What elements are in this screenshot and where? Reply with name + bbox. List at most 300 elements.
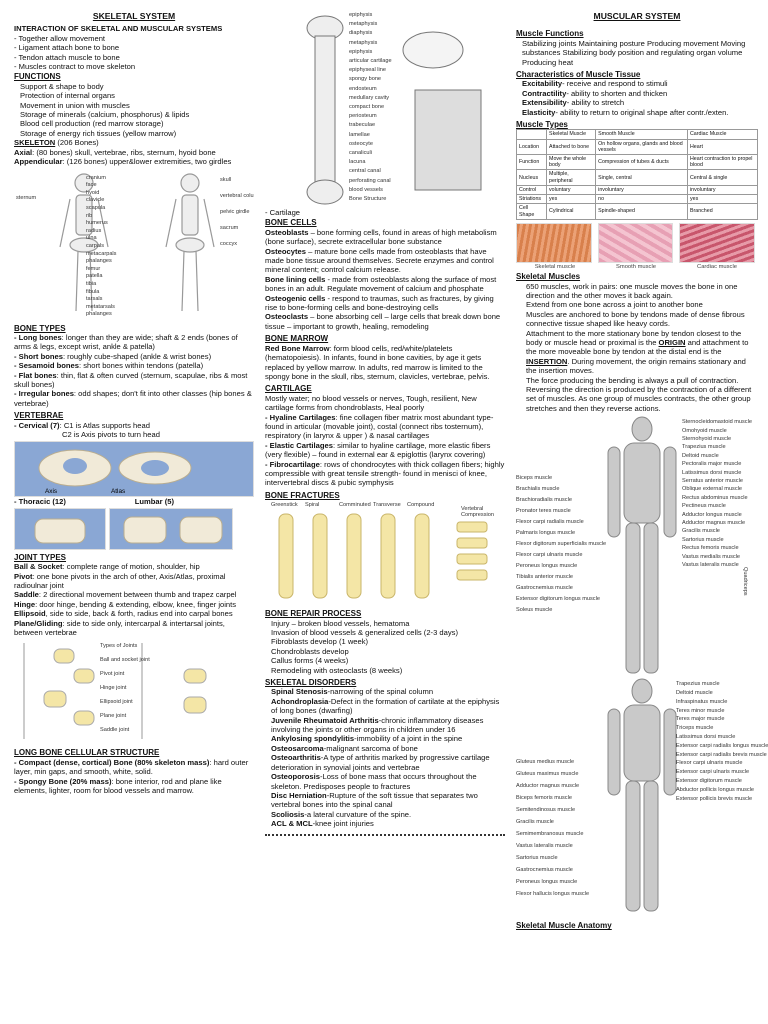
functions-list xyxy=(14,82,254,138)
bone-cell xyxy=(265,294,505,313)
table-cell: voluntary xyxy=(547,185,596,194)
bone-types-list xyxy=(14,333,254,408)
disorder xyxy=(271,716,505,735)
bone-figure-label: metaphysis xyxy=(349,21,378,28)
table-row xyxy=(517,195,758,204)
attachment-text-1: Attachment to the more stationary bone by tendon closest to the body or muscle head or proximal is the xyxy=(526,328,742,347)
skeleton-drawing xyxy=(14,169,254,321)
cartilage-type-text: : rows of chondrocytes with thick collagen fibers; highly compressible with great tensile strength- found in menisci of knee, intervertebral discs & pubic symphysis xyxy=(265,459,505,488)
cartilage-type-label: - Hyaline Cartilages xyxy=(265,412,336,422)
bone-cell-text: - respond to traumas, such as fractures, by giving rise to bone-forming cells and bone-destroying cells xyxy=(265,293,494,313)
front-muscle-label: Adductor longus muscle xyxy=(682,511,742,518)
back-muscle-label: Triceps muscle xyxy=(676,725,714,732)
interaction-list xyxy=(14,34,254,72)
bone-cell-text: – mature bone cells made from osteoblasts that have made bone tissue around themselves. Secrete enzymes and control mineral content; control calcium release. xyxy=(265,246,494,275)
function-item: Support & shape to body xyxy=(20,81,104,91)
skeleton-label: metacarpals xyxy=(86,250,117,257)
disorder-text: -Rupture of the soft tissue that separates two vertebral bones into the spinal canal xyxy=(271,790,478,810)
bone-type xyxy=(14,389,254,408)
repair-step: Fibroblasts develop (1 week) xyxy=(271,637,369,647)
thoracic-vertebra-image xyxy=(14,508,106,550)
bone-type-text: : longer than they are wide; shaft & 2 ends (bones of arms & legs, except wrist, ankle & patella) xyxy=(14,332,238,352)
front-muscle-label: Gracilis muscle xyxy=(682,528,720,535)
skeleton-count: (206 Bones) xyxy=(57,138,99,148)
interaction-line: - Together allow movement xyxy=(14,33,106,43)
characteristic-text: - ability to return to original shape after contr./exten. xyxy=(555,107,729,117)
back-muscle-label: Teres major muscle xyxy=(676,716,725,723)
skeleton-label: radius xyxy=(86,227,102,234)
disorder-label: Scoliosis xyxy=(271,809,305,819)
cervical-text: : C1 is Atlas supports head xyxy=(59,420,150,430)
bone-cell-label: Osteocytes xyxy=(265,246,306,256)
front-muscle-label: Flexor digitorum superficialis muscle xyxy=(516,541,607,548)
skeleton-label: hyoid xyxy=(86,189,100,196)
bone-figure-label: lacuna xyxy=(349,159,366,166)
disorder-label: Osteoarthritis xyxy=(271,753,321,763)
table-row xyxy=(517,185,758,194)
cartilage-type-text: : similar to hyaline cartilage, more elastic fibers (very flexible) – found in external ear & epiglottis (larynx covering) xyxy=(265,440,491,460)
thoracic-lumbar-figure xyxy=(14,508,254,550)
joint-figure-label: Hinge joint xyxy=(100,685,127,692)
muscle-types-table xyxy=(516,129,758,219)
table-cell: no xyxy=(596,195,688,204)
attachment-text-2: and attachment to the more moveable bone by tendon at the distal end is the xyxy=(526,337,749,357)
table-header-cell: Smooth Muscle xyxy=(596,130,688,139)
muscle-functions-text: Stabilizing joints Maintaining posture Producing movement Moving substances Stabilizing body position and regulating organ volume Producing heat xyxy=(522,38,746,67)
characteristic xyxy=(522,89,758,98)
bone-cell-label: Osteogenic cells xyxy=(265,293,326,303)
skeletal-column xyxy=(14,10,254,795)
bone-figure-label: perforating canal xyxy=(349,177,391,184)
joint-types-figure xyxy=(14,639,254,745)
front-muscle-label: Sternocleidomastoid muscle xyxy=(682,419,752,426)
cardiac-muscle-image xyxy=(679,223,755,263)
disorder xyxy=(271,687,505,696)
attachment-paragraph xyxy=(516,329,758,376)
front-muscle-label: Pectineus muscle xyxy=(682,503,726,510)
disorder xyxy=(271,744,505,753)
axial-label: Axial xyxy=(14,147,33,157)
bone-figure-label: blood vessels xyxy=(349,186,383,193)
bone-type-text: : thin, flat & often curved (sternum, scapulae, ribs & most skull bones) xyxy=(14,370,248,389)
bone-figure-label: epiphyseal line xyxy=(349,67,387,74)
bone-figure-label: articular cartilage xyxy=(349,58,392,64)
table-cell: Heart xyxy=(687,139,757,154)
joint-type xyxy=(14,609,254,618)
disorder-label: Disc Herniation xyxy=(271,790,327,800)
lumbar-label: Lumbar (5) xyxy=(134,497,174,507)
disorder-text: -knee joint injuries xyxy=(312,819,374,829)
skeleton-label: SKELETON xyxy=(14,138,56,148)
disorders-heading: SKELETAL DISORDERS xyxy=(265,678,357,688)
skeletal-paragraph: 650 muscles, work in pairs: one muscle moves the bone in one direction and the other moves it back again. xyxy=(526,281,738,300)
long-bone-line-text: : bone interior, rod and plane like elements, lighter, room for blood vessels and marrow. xyxy=(14,776,222,796)
repair-step: Remodeling with osteoclasts (8 weeks) xyxy=(271,665,403,675)
joint-types-heading: JOINT TYPES xyxy=(14,552,67,562)
repair-step: Injury – broken blood vessels, hematoma xyxy=(271,618,410,628)
thoracic-label: - Thoracic (12) xyxy=(14,497,66,507)
cervical-label: - Cervical (7) xyxy=(14,420,60,430)
table-cell: Heart contraction to propel blood xyxy=(687,155,757,170)
muscle-table-body xyxy=(517,139,758,219)
disorder xyxy=(271,753,505,772)
table-header-cell: Cardiac Muscle xyxy=(687,130,757,139)
interaction-line: - Tendon attach muscle to bone xyxy=(14,52,120,62)
front-muscle-label: Rectus femoris muscle xyxy=(682,545,739,552)
skeleton-label: coccyx xyxy=(220,240,238,247)
skeleton-label: fibula xyxy=(86,288,100,295)
repair-step: Callus forms (4 weeks) xyxy=(271,656,349,666)
front-muscle-label: Deltoid muscle xyxy=(682,452,719,459)
quadriceps-label: Quadriceps xyxy=(742,567,748,596)
joint-figure-label: Types of Joints xyxy=(100,643,138,650)
skeleton-label: sacrum xyxy=(220,224,239,231)
disorder xyxy=(271,697,505,716)
joint-type-text: : door hinge, bending & extending, elbow, knee, finger joints xyxy=(35,599,237,609)
front-muscle-label: Gastrocnemius muscle xyxy=(516,585,573,592)
characteristic-label: Elasticity xyxy=(522,107,556,117)
insertion-term: INSERTION xyxy=(526,356,568,366)
bone-figure-label: Bone Structure xyxy=(349,196,387,202)
skeleton-label: rib xyxy=(86,212,93,219)
bone-type-text: : odd shapes; don't fit into other classes (hip bones & vertebrae) xyxy=(14,389,252,408)
table-header-cell xyxy=(517,130,547,139)
bone-figure-label: compact bone xyxy=(349,104,385,110)
repair-list xyxy=(265,619,505,675)
bone-cell-text: - made from osteoblasts along the surface of most bones in an adult. Regulate movement of calcium and phosphate xyxy=(265,274,497,294)
fractures-heading: BONE FRACTURES xyxy=(265,490,340,500)
repair-step: Invasion of blood vessels & generalized cells (2-3 days) xyxy=(271,628,458,637)
bone-figure-label: diaphysis xyxy=(349,30,373,37)
joint-type-text: : complete range of motion, shoulder, hip xyxy=(62,562,200,572)
table-cell: Cell Shape xyxy=(517,204,547,219)
disorder-label: Achondroplasia xyxy=(271,696,329,706)
cartilage-line: - Cartilage xyxy=(265,208,301,217)
bone-type-label: - Long bones xyxy=(14,332,62,342)
attachment-text-3: . During movement, the origin remains stationary and the insertion moves. xyxy=(526,356,746,376)
table-cell: Location xyxy=(517,139,547,154)
front-muscle-label: Pronator teres muscle xyxy=(516,508,571,515)
disorder xyxy=(271,819,505,828)
muscle-tissue-images xyxy=(516,223,758,263)
skeletal-paragraph: Extend from one bone across a joint to another bone xyxy=(526,300,703,310)
joint-drawing xyxy=(14,639,254,745)
disorder-label: Osteosarcoma xyxy=(271,743,324,753)
bone-figure-label: endosteum xyxy=(349,85,377,92)
front-muscle-label: Flexor carpi ulnaris muscle xyxy=(516,552,583,559)
table-cell: Attached to bone xyxy=(547,139,596,154)
bone-type xyxy=(14,352,254,361)
bone-cells-heading: BONE CELLS xyxy=(265,218,317,228)
disorder-text: -Loss of bone mass that occurs throughout the skeleton. Predisposes people to fractures xyxy=(271,772,477,791)
front-muscle-label: Palmaris longus muscle xyxy=(516,530,576,537)
joint-type-label: Ellipsoid xyxy=(14,609,46,619)
muscle-table-header xyxy=(517,130,758,139)
bone-type-text: : roughly cube-shaped (ankle & wrist bones) xyxy=(62,351,212,361)
table-cell: Branched xyxy=(687,204,757,219)
joint-type-label: Saddle xyxy=(14,590,39,600)
bone-cell xyxy=(265,275,505,294)
front-muscle-label: Oblique external muscle xyxy=(682,486,743,493)
origin-term: ORIGIN xyxy=(658,337,686,347)
front-muscle-label: Latissimus dorsi muscle xyxy=(682,469,742,476)
tissue-captions xyxy=(516,263,758,272)
front-muscle-label: Sartorius muscle xyxy=(682,536,724,543)
smooth-muscle-image xyxy=(598,223,674,263)
function-item: Protection of internal organs xyxy=(20,91,115,101)
back-muscle-label: Extensor carpi radialis longus muscle xyxy=(676,742,768,749)
cartilage-heading: CARTILAGE xyxy=(265,384,312,394)
table-cell: Control xyxy=(517,185,547,194)
cartilage-type xyxy=(265,460,505,488)
bone-cell xyxy=(265,312,505,331)
bone-cell xyxy=(265,228,505,247)
disorder-label: Juvenile Rheumatoid Arthritis xyxy=(271,715,379,725)
back-muscle-label: Extensor digitorum muscle xyxy=(676,778,742,784)
cervical-vertebrae-figure xyxy=(14,441,254,497)
skeleton-label: scapula xyxy=(86,204,106,211)
back-muscle-label: Gracilis muscle xyxy=(516,819,554,826)
skeleton-label: cranium xyxy=(86,174,106,181)
characteristic-label: Contractility xyxy=(522,88,567,98)
skeleton-figure xyxy=(14,169,254,321)
back-muscle-label: Flexor carpi ulnaris muscle xyxy=(676,760,743,767)
table-row xyxy=(517,170,758,185)
function-item: Movement in union with muscles xyxy=(20,100,130,110)
bone-type xyxy=(14,333,254,352)
functions-heading: FUNCTIONS xyxy=(14,72,61,82)
cartilage-type-text: : fine collagen fiber matrix most abundant type- found in articular (movable joint), costal (connect ribs tosternum), respiratory (in larynx & upper ) & nasal cartilages xyxy=(265,412,494,441)
skeleton-label: vertebral colu xyxy=(220,192,254,199)
muscular-column xyxy=(516,10,768,931)
front-muscle-label: Vastus medialis muscle xyxy=(682,553,741,560)
table-cell: Spindle-shaped xyxy=(596,204,688,219)
table-cell: Nucleus xyxy=(517,170,547,185)
bone-type xyxy=(14,361,254,370)
front-muscle-label: Pectoralis major muscle xyxy=(682,461,742,468)
bone-cell-label: Osteoblasts xyxy=(265,227,309,237)
disorder-label: ACL & MCL xyxy=(271,819,313,829)
disorder-text: -A type of arthritis marked by progressive cartilage deterioration in synovial joints and vertebrae xyxy=(271,753,490,772)
bone-cell-text: – bone absorbing cell – large cells that break down bone tissue – important to growth, healing, remodeling xyxy=(265,312,501,331)
skeleton-label: tibia xyxy=(86,280,97,287)
characteristic-text: - ability to stretch xyxy=(566,98,625,108)
table-cell: Single, central xyxy=(596,170,688,185)
repair-step: Chondroblasts develop xyxy=(271,646,349,656)
front-muscle-label: Tibialis anterior muscle xyxy=(516,574,573,581)
bone-type-label: - Irregular bones xyxy=(14,389,74,399)
function-item: Storage of minerals (calcium, phosphorus) & lipids xyxy=(20,110,190,120)
bone-marrow-heading: BONE MARROW xyxy=(265,334,329,344)
cartilage-type xyxy=(265,413,505,441)
back-muscle-label: Teres minor muscle xyxy=(676,707,725,714)
sternum-label: sternum xyxy=(16,194,37,201)
back-muscle-figure xyxy=(516,679,768,915)
skeletal-muscle-caption: Skeletal muscle xyxy=(534,263,576,270)
bone-cell xyxy=(265,247,505,275)
table-cell: Multiple, peripheral xyxy=(547,170,596,185)
lumbar-vertebra-image xyxy=(109,508,233,550)
bone-figure-label: trabeculae xyxy=(349,122,376,129)
disorder-text: -a lateral curvature of the spine. xyxy=(304,809,412,819)
vertebrae-heading: VERTEBRAE xyxy=(14,411,64,421)
axial-text: : (80 bones) skull, vertebrae, ribs, sternum, hyoid bone xyxy=(32,147,216,157)
front-muscle-label: Soleus muscle xyxy=(516,607,553,614)
long-bone-heading: LONG BONE CELLULAR STRUCTURE xyxy=(14,748,160,758)
long-bone-line xyxy=(14,777,254,796)
front-muscle-label: Rectus abdominus muscle xyxy=(682,494,748,501)
long-bone-line-label: - Compact (dense, cortical) Bone (80% skeleton mass) xyxy=(14,757,210,767)
back-muscle-label: Sartorius muscle xyxy=(516,855,558,862)
smooth-muscle-caption: Smooth muscle xyxy=(616,263,656,270)
bone-figure-label: epiphysis xyxy=(349,48,373,55)
bone-column xyxy=(265,10,505,838)
joint-figure-label: Ball and socket joint xyxy=(100,657,150,664)
front-muscle-label: Vastus lateralis muscle xyxy=(682,562,739,568)
back-muscle-label: Biceps femoris muscle xyxy=(516,795,572,802)
skeleton-label: carpals xyxy=(86,242,105,249)
front-muscle-label: Peroneus longus muscle xyxy=(516,563,578,570)
bone-cells-list xyxy=(265,228,505,331)
characteristic xyxy=(522,79,758,88)
joint-figure-label: Plane joint xyxy=(100,713,127,720)
fracture-type-label: Spiral xyxy=(305,502,320,509)
disorder-label: Spinal Stenosis xyxy=(271,687,328,697)
long-bone-list xyxy=(14,758,254,796)
skeleton-label: tarsals xyxy=(86,296,103,303)
cartilage-type-label: - Elastic Cartilages xyxy=(265,440,333,450)
joint-type-label: Plane/Gliding xyxy=(14,618,63,628)
skeleton-label: humerus xyxy=(86,220,108,227)
joint-type xyxy=(14,572,254,591)
bone-figure-label: periosteum xyxy=(349,113,377,120)
vertebral-compression-label: Vertebral Compression xyxy=(461,506,494,519)
front-muscle-label: Serratus anterior muscle xyxy=(682,478,743,484)
interaction-heading: INTERACTION OF SKELETAL AND MUSCULAR SYSTEMS xyxy=(14,24,223,34)
bone-cell-label: Osteoclasts xyxy=(265,312,309,322)
skeleton-label: skull xyxy=(220,176,232,183)
front-muscle-label: Sternohyoid muscle xyxy=(682,436,732,442)
back-muscle-label: Vastus lateralis muscle xyxy=(516,843,573,850)
characteristic-text: - ability to shorten and thicken xyxy=(566,88,668,98)
interaction-line: - Ligament attach bone to bone xyxy=(14,43,120,53)
disorders-list xyxy=(265,687,505,828)
disorder-label: Osteoporosis xyxy=(271,772,320,782)
characteristics-heading: Characteristics of Muscle Tissue xyxy=(516,70,641,80)
fracture-type-label: Transverse xyxy=(373,502,401,509)
bone-figure-label: spongy bone xyxy=(349,76,382,83)
disorder-label: Ankylosing spondylitis xyxy=(271,734,355,744)
table-cell: involuntary xyxy=(596,185,688,194)
table-row xyxy=(517,204,758,219)
joint-type-label: Hinge xyxy=(14,599,36,609)
bone-type-text: : short bones within tendons (patella) xyxy=(79,361,204,371)
disorder xyxy=(271,791,505,810)
joint-figure-label: Ellipsoid joint xyxy=(100,699,133,706)
fracture-type-label: Comminuted xyxy=(339,502,371,509)
characteristic-label: Extensibility xyxy=(522,98,567,108)
front-muscle-label: Extensor digitorum longus muscle xyxy=(516,596,600,603)
skeleton-label: femur xyxy=(86,265,101,272)
table-cell: yes xyxy=(687,195,757,204)
appendicular-text: : (126 bones) upper&lower extremities, two girdles xyxy=(62,157,232,167)
bone-figure-label: canaliculi xyxy=(349,150,373,156)
back-muscle-label: Extensor pollicis brevis muscle xyxy=(676,795,753,802)
joint-type xyxy=(14,619,254,638)
bone-figure-label: medullary cavity xyxy=(349,94,390,101)
table-cell: involuntary xyxy=(687,185,757,194)
bone-figure-label: osteocyte xyxy=(349,140,373,147)
front-muscle-label: Trapezius muscle xyxy=(682,444,726,451)
fractures-figure xyxy=(265,500,505,606)
front-muscle-label: Omohyoid muscle xyxy=(682,427,727,434)
skeletal-paragraph: Muscles are anchored to bone by tendons made of dense fibrous connective tissue shaped like heavy cords. xyxy=(526,309,745,329)
back-muscle-label: Gluteus medius muscle xyxy=(516,759,575,766)
back-muscle-label: Semimembranosus muscle xyxy=(516,831,584,838)
appendicular-label: Appendicular xyxy=(14,157,63,167)
joint-type-text: , side to side, back & forth, radius end into carpal bones xyxy=(45,609,233,619)
bone-type-label: - Sesamoid bones xyxy=(14,361,79,371)
bone-figure-label: epiphysis xyxy=(349,12,373,18)
back-muscle-label: Trapezius muscle xyxy=(676,681,720,688)
table-row xyxy=(517,155,758,170)
table-cell: Central & single xyxy=(687,170,757,185)
cervical-text-2: C2 is Axis pivots to turn head xyxy=(62,429,160,439)
skeletal-paragraphs xyxy=(516,282,758,329)
characteristic-text: - receive and respond to stimuli xyxy=(562,79,668,89)
table-cell: Function xyxy=(517,155,547,170)
marrow-text: : form blood cells, red/white/platelets (hematopoiesis). In infants, found in bone cavities, by age it gets replaced by yellow marrow. In adults, red marrow is limited to the spongy bone in the skull, ribs, sternum, clavicles, vertebrae, pelvis. xyxy=(265,343,490,381)
characteristics-list xyxy=(516,79,758,117)
characteristic-label: Excitability xyxy=(522,79,563,89)
bone-type-label: - Short bones xyxy=(14,351,63,361)
back-muscle-label: Peroneus longus muscle xyxy=(516,879,578,886)
skeleton-label: clavicle xyxy=(86,197,105,204)
front-muscle-label: Brachialis muscle xyxy=(516,486,560,493)
disorder-text: -narrowing of the spinal column xyxy=(327,687,434,697)
front-muscle-label: Flexor carpi radialis muscle xyxy=(516,519,584,526)
axis-label: Axis xyxy=(45,488,58,496)
joint-type xyxy=(14,590,254,599)
skeletal-muscle-image xyxy=(516,223,592,263)
table-row xyxy=(517,139,758,154)
disorder xyxy=(271,810,505,819)
bone-types-heading: BONE TYPES xyxy=(14,323,66,333)
characteristic xyxy=(522,98,758,107)
muscle-anatomy-caption: Skeletal Muscle Anatomy xyxy=(516,921,612,931)
joint-type-text: : side to side only, intercarpal & intertarsal joints, between vertebrae xyxy=(14,618,225,638)
disorder-text: -malignant sarcoma of bone xyxy=(323,743,418,753)
table-cell: Cylindrical xyxy=(547,204,596,219)
joint-figure-label: Pivot joint xyxy=(100,671,125,678)
cartilage-intro: Mostly water; no blood vessels or nerves, Tough, resilient, New cartilage forms from chondroblasts, Heal poorly xyxy=(265,393,477,413)
long-bone-line xyxy=(14,758,254,777)
skeleton-label: pelvic girdle xyxy=(220,208,250,215)
atlas-label: Atlas xyxy=(111,488,126,496)
front-muscle-label: Biceps muscle xyxy=(516,475,553,482)
force-paragraph: The force producing the bending is always a pull of contraction. Reversing the direction is produced by the contraction of a different set of muscles. As one group of muscles contracts, the other group stretches and then they reverse actions. xyxy=(526,375,752,413)
long-bone-line-label: - Spongy Bone (20% mass) xyxy=(14,776,112,786)
cardiac-muscle-caption: Cardiac muscle xyxy=(697,263,737,270)
bone-type-label: - Flat bones xyxy=(14,370,57,380)
cartilage-type xyxy=(265,441,505,460)
back-muscle-label: Flexor hallucis longus muscle xyxy=(516,891,590,898)
joint-type-text: : 2 directional movement between thumb and trapez carpel xyxy=(38,590,237,600)
repair-heading: BONE REPAIR PROCESS xyxy=(265,609,362,619)
disorder-text: -chronic inflammatory diseases involving the joints or other organs in children under 16 xyxy=(271,715,484,735)
skeleton-label: phalanges xyxy=(86,258,112,265)
function-item: Storage of energy rich tissues (yellow marrow) xyxy=(20,128,177,138)
